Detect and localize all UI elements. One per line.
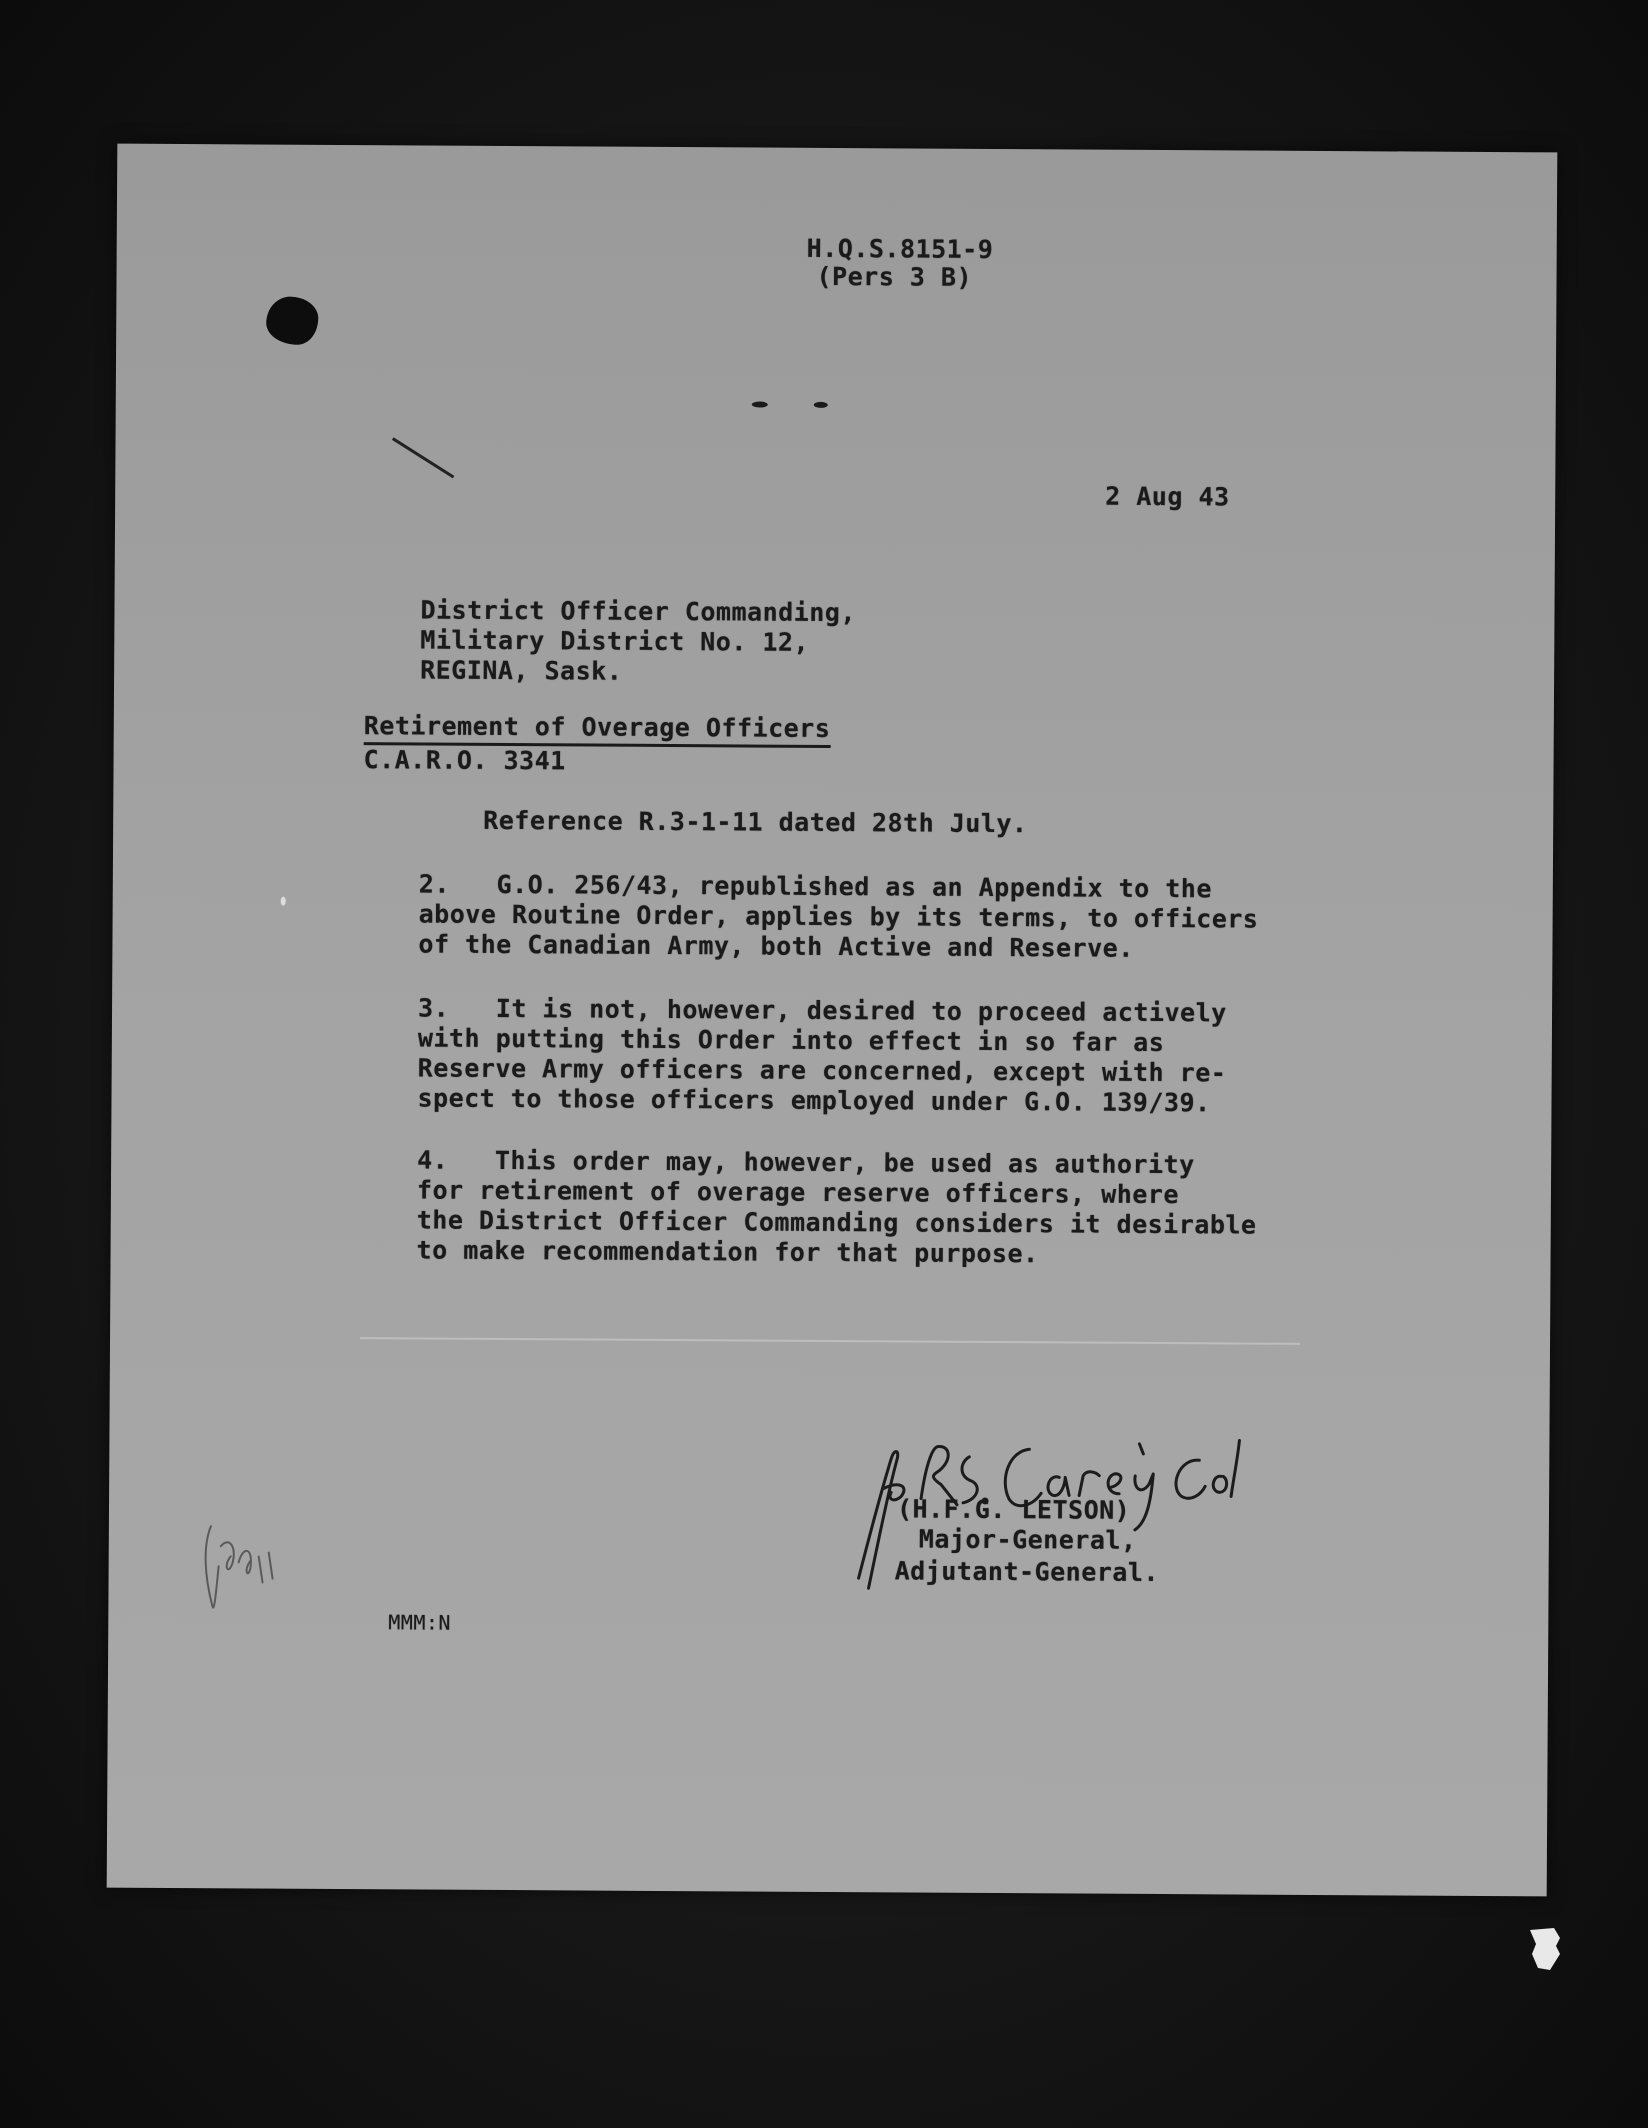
paragraph-4-line: the District Officer Commanding considers it desirable bbox=[416, 1205, 1257, 1240]
file-reference-section: (Pers 3 B) bbox=[816, 261, 973, 292]
subject-reference-code: C.A.R.O. 3341 bbox=[363, 745, 566, 776]
fold-line bbox=[360, 1337, 1300, 1345]
addressee-line-2: Military District No. 12, bbox=[420, 625, 810, 657]
ink-blot bbox=[266, 297, 318, 345]
scanner-corner-mark bbox=[1524, 1924, 1564, 1976]
addressee-line-1: District Officer Commanding, bbox=[420, 595, 857, 628]
paragraph-3-line: 3. It is not, however, desired to proceed actively bbox=[417, 993, 1227, 1028]
paragraph-2-line: 2. G.O. 256/43, republished as an Appendix to the bbox=[418, 869, 1213, 904]
scratch-mark bbox=[392, 437, 454, 478]
ink-speck bbox=[752, 401, 768, 407]
subject-title: Retirement of Overage Officers bbox=[364, 711, 831, 748]
paragraph-3-line: spect to those officers employed under G.O. 139/39. bbox=[417, 1083, 1211, 1118]
paragraph-1: Reference R.3-1-11 dated 28th July. bbox=[483, 805, 1028, 839]
pencil-initials bbox=[192, 1506, 313, 1627]
file-reference-number: H.Q.S.8151-9 bbox=[806, 233, 994, 264]
paragraph-3-line: Reserve Army officers are concerned, except with re- bbox=[417, 1053, 1227, 1088]
paragraph-2-line: of the Canadian Army, both Active and Reserve. bbox=[418, 929, 1134, 963]
paragraph-2-line: above Routine Order, applies by its terms, to officers bbox=[418, 899, 1259, 934]
ink-speck bbox=[281, 897, 286, 906]
ink-speck bbox=[814, 402, 828, 408]
signatory-rank: Major-General, bbox=[918, 1524, 1137, 1555]
signatory-name: (H.F.G. LETSON) bbox=[896, 1494, 1131, 1525]
addressee-line-3: REGINA, Sask. bbox=[420, 655, 623, 686]
typist-initials: MMM:N bbox=[388, 1610, 452, 1635]
signatory-title: Adjutant-General. bbox=[894, 1556, 1160, 1588]
paragraph-4-line: 4. This order may, however, be used as authority bbox=[417, 1145, 1195, 1180]
paragraph-3-line: with putting this Order into effect in so far as bbox=[417, 1023, 1165, 1058]
letter-date: 2 Aug 43 bbox=[1105, 481, 1230, 512]
paragraph-4-line: to make recommendation for that purpose. bbox=[416, 1235, 1039, 1269]
paragraph-4-line: for retirement of overage reserve officers, where bbox=[416, 1175, 1180, 1210]
letter-page bbox=[107, 144, 1558, 1897]
